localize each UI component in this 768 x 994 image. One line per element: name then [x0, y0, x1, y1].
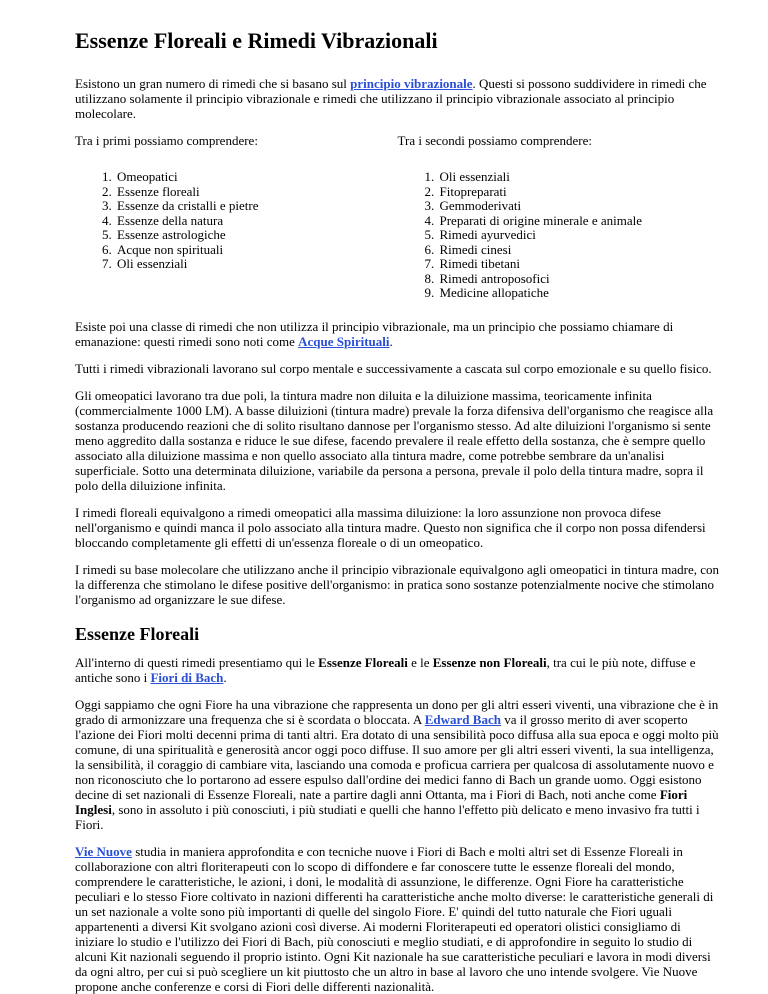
interno-text-4: .: [223, 669, 227, 685]
list-right-items: [398, 170, 721, 301]
intro-text-2: . Questi si possono suddividere in rimedi che utilizzano solamente il principio vibrazionale e rimedi che utilizzano il principio vibrazionale associato al principio molecolare.: [75, 76, 707, 121]
interno-bold-1: Essenze Floreali: [318, 654, 408, 670]
oggi-text-1: Oggi sappiamo che ogni Fiore ha una vibrazione che rappresenta un dono per gli altri esseri viventi, una vibrazione che è in grado di armonizzare una frequenza che si è scordata o bloccata. A: [75, 696, 719, 727]
acque-paragraph: [75, 319, 720, 349]
page-title: Essenze Floreali e Rimedi Vibrazionali: [75, 28, 438, 53]
list-item: 2. Essenze floreali: [115, 185, 398, 200]
list-item: 5. Rimedi ayurvedici: [438, 228, 721, 243]
oggi-bold: Fiori Inglesi: [75, 786, 688, 817]
link-fiori-di-bach[interactable]: Fiori di Bach: [150, 669, 224, 685]
interno-bold-2: Essenze non Floreali: [432, 654, 547, 670]
list-left-items: [75, 170, 398, 272]
list-item: 3. Gemmoderivati: [438, 199, 721, 214]
list-item: 6. Acque non spirituali: [115, 243, 398, 258]
list-item: 1. Omeopatici: [115, 170, 398, 185]
interno-paragraph: [75, 655, 720, 685]
link-acque-spirituali[interactable]: Acque Spirituali: [298, 333, 390, 349]
list-right: [398, 133, 721, 301]
list-item: 3. Essenze da cristalli e pietre: [115, 199, 398, 214]
link-edward-bach[interactable]: Edward Bach: [424, 711, 501, 727]
interno-text-3: , tra cui le più note, diffuse e antiche sono i: [75, 654, 696, 685]
list-item: 9. Medicine allopatiche: [438, 286, 721, 301]
oggi-text-2: va il grosso merito di aver scoperto l'azione dei Fiori molti decenni prima di tanti altri. Era dotato di una sensibilità poco diffusa alla sua epoca e oggi molto più comune, di una spiritualità e generosità ancor oggi poco diffuse. Il suo amore per gli altri esseri viventi, la sua intelligenza, la sensibilità, il coraggio di cambiare vita, lasciando una comoda e proficua carriera per qualcosa di assolutamente nuovo e non riconosciuto che lo portarono ad essere espulso dall'ordine dei medici fanno di Bach un grande uomo. Oggi esistono decine di set nazionali di Essenze Floreali, nate a partire dagli anni Ottanta, ma i Fiori di Bach, noti anche come: [75, 711, 719, 802]
link-vie-nuove[interactable]: Vie Nuove: [75, 843, 132, 859]
list-item: 2. Fitopreparati: [438, 185, 721, 200]
vie-nuove-paragraph: [75, 844, 720, 994]
list-left: [75, 133, 398, 301]
list-item: 8. Rimedi antroposofici: [438, 272, 721, 287]
intro-text-1: Esistono un gran numero di rimedi che si basano sul: [75, 76, 351, 91]
list-item: 7. Oli essenziali: [115, 257, 398, 272]
list-item: 1. Oli essenziali: [438, 170, 721, 185]
oggi-paragraph: [75, 697, 720, 832]
interno-text-2: e le: [407, 654, 433, 670]
acque-text-1: Esiste poi una classe di rimedi che non utilizza il principio vibrazionale, ma un principio che possiamo chiamare di emanazione: questi rimedi sono noti come: [75, 318, 674, 349]
list-item: 4. Essenze della natura: [115, 214, 398, 229]
list-item: 4. Preparati di origine minerale e animale: [438, 214, 721, 229]
list-item: 6. Rimedi cinesi: [438, 243, 721, 258]
interno-text-1: All'interno di questi rimedi presentiamo qui le: [75, 654, 319, 670]
acque-text-2: .: [389, 333, 393, 349]
section-title-essenze-floreali: Essenze Floreali: [75, 623, 200, 644]
floreali-paragraph: I rimedi floreali equivalgono a rimedi omeopatici alla massima diluizione: la loro assunzione non provoca difese nell'organismo e quindi manca il polo associato alla tintura madre. Questo non significa che il corpo non possa difendersi bloccando completamente gli effetti di un'essenza floreale o di un omeopatico.: [75, 504, 706, 550]
intro-paragraph: [75, 76, 720, 121]
oggi-text-3: , sono in assoluto i più conosciuti, i più studiati e quelli che hanno l'effetto più delicato e meno invasivo fra tutti i Fiori.: [75, 801, 700, 832]
list-item: 7. Rimedi tibetani: [438, 257, 721, 272]
vie-nuove-text: studia in maniera approfondita e con tecniche nuove i Fiori di Bach e molti altri set di Essenze Floreali in collaborazione con altri floriterapeuti con lo scopo di diffondere e far conoscere tutte le essenze floreali del mondo, comprendere le caratteristiche, le azioni, i doni, le modalità di assunzione, le differenze. Ogni Fiore ha caratteristiche peculiari e lo stesso Fiore coltivato in nazioni differenti ha caratteristiche anche molto diverse: le caratteristiche generali di un set nazionale a volte sono più importanti di quelle del singolo Fiore. E' quindi del tutto naturale che Fiori uguali appartenenti a diversi Kit svolgano azioni così diverse. Ai moderni Floriterapeuti ed operatori olistici consigliamo di iniziare lo studio e l'utilizzo dei Fiori di Bach, più conosciuti e meglio studiati, e di approfondire in seguito lo studio di alcuni Kit nazionali seguendo il proprio istinto. Ogni Kit nazionale ha sue caratteristiche peculiari e lavora in modi diversi da ogni altro, per cui si può scegliere un kit piuttosto che un altro in base al lavoro che uno intende svolgere. Vie Nuove propone anche conferenze e corsi di Fiori delle differenti nazionalità.: [75, 843, 714, 994]
molecolare-paragraph: I rimedi su base molecolare che utilizzano anche il principio vibrazionale equivalgono agli omeopatici in tintura madre, con la differenza che stimolano le difese positive dell'organismo: in pratica sono sostanze potenzialmente nocive che stimolano l'organismo ad organizzare le sue difese.: [75, 561, 719, 607]
list-item: 5. Essenze astrologiche: [115, 228, 398, 243]
tutti-paragraph: Tutti i rimedi vibrazionali lavorano sul corpo mentale e successivamente a cascata sul corpo emozionale e su quello fisico.: [75, 360, 712, 376]
link-principio-vibrazionale[interactable]: principio vibrazionale: [350, 76, 473, 91]
remedy-lists: [75, 133, 720, 301]
list-right-heading: Tra i secondi possiamo comprendere:: [397, 133, 592, 148]
omeopatici-paragraph: Gli omeopatici lavorano tra due poli, la tintura madre non diluita e la diluizione massima, teoricamente infinita (commercialmente 1000 LM). A basse diluizioni (tintura madre) prevale la forza difensiva dell'organismo che reagisce alla sostanza producendo reazioni che di solito risultano dannose per l'organismo stesso. Ad alte diluizioni l'organismo si sente meno aggredito dalla sostanza e riduce le sue difese, facendo prevalere il reale effetto della sostanza, che è sempre quello associato alla diluizione massima e non quello associato alla tintura madre, come potrebbe sembrare da un'analisi superficiale. Sotto una determinata diluizione, variabile da persona a persona, prevale il polo della tintura madre, sopra il polo della diluizione infinita.: [75, 387, 714, 493]
list-left-heading: Tra i primi possiamo comprendere:: [75, 133, 258, 148]
